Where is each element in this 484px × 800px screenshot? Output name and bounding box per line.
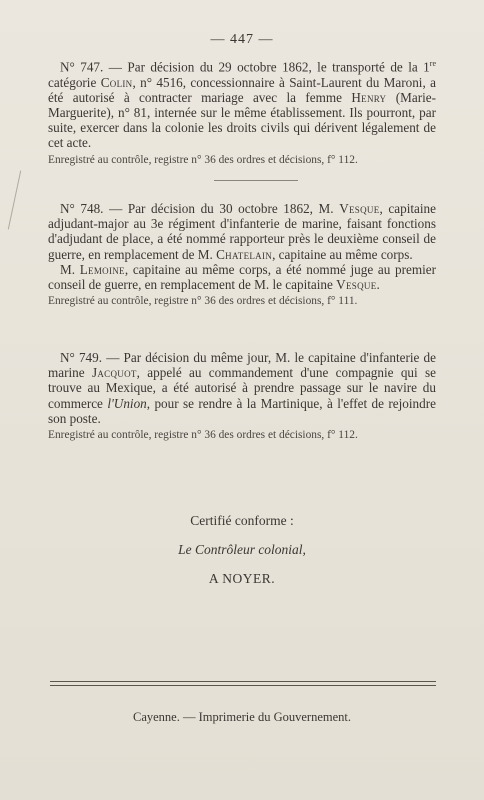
separator-rule bbox=[214, 180, 298, 181]
entry-747-registration: Enregistré au contrôle, registre n° 36 des ordres et décisions, f° 112. bbox=[48, 153, 358, 166]
name-vesque: Vesque bbox=[339, 201, 380, 216]
bottom-double-rule bbox=[50, 681, 436, 686]
certification-line-1-wrap bbox=[0, 512, 484, 530]
name-henry: Henry bbox=[351, 89, 387, 105]
signatory-name: A NOYER. bbox=[208, 571, 276, 586]
page-number: — 447 — bbox=[210, 32, 274, 47]
margin-pencil-mark bbox=[8, 171, 21, 230]
entry-748-paragraph-1: N° 748. — Par décision du 30 octobre 1862, M. Vesque, capitaine adjudant-major au 3e régiment d'infanterie de marine, faisant fonctions d'adjudant de place, a été nommé rapporteur près le deuxième conseil de guerre, en remplacement de M. Chatelain, capitaine au même corps. bbox=[48, 201, 437, 262]
entry-748 bbox=[48, 201, 436, 308]
imprint-line: Cayenne. — Imprimerie du Gouvernement. bbox=[133, 710, 351, 724]
ship-name: l'Union bbox=[107, 395, 147, 411]
entry-748-registration: Enregistré au contrôle, registre n° 36 des ordres et décisions, f° 111. bbox=[48, 295, 358, 308]
name-lemoine: Lemoine bbox=[79, 261, 125, 277]
entry-749 bbox=[48, 350, 436, 442]
certification-line-3-wrap bbox=[0, 570, 484, 588]
entry-748-paragraph-2: M. Lemoine, capitaine au même corps, a été nommé juge au premier conseil de guerre, en remplacement de M. le capitaine Vesque. bbox=[48, 261, 436, 293]
name-vesque-2: Vesque bbox=[336, 277, 377, 293]
entry-747-paragraph: N° 747. — Par décision du 29 octobre 1862, le transporté de la 1re catégorie Colin, n° 4516, concessionnaire à Saint-Laurent du Maroni, a été autorisé à contracter mariage avec la femme Henry (Marie-Marguerite), n° 81, internée sur le même établissement. Ils pourront, par suite, exercer dans la colonie les droits civils qui dérivent légalement de cet acte. bbox=[48, 59, 436, 151]
certification-line-2: Le Contrôleur colonial, bbox=[178, 542, 306, 557]
entry-749-paragraph: N° 749. — Par décision du même jour, M. le capitaine d'infanterie de marine Jacquot, appelé au commandement d'une compagnie qui se trouve au Mexique, a été autorisé à prendre passage sur le navire du commerce l'Union, pour se rendre à la Martinique, à l'effet de rejoindre son poste. bbox=[48, 350, 436, 426]
certification-line-1: Certifié conforme : bbox=[190, 513, 294, 528]
entry-747 bbox=[48, 56, 436, 167]
entry-749-registration: Enregistré au contrôle, registre n° 36 des ordres et décisions, f° 112. bbox=[48, 429, 358, 442]
certification-line-2-wrap bbox=[0, 541, 484, 559]
name-colin: Colin bbox=[100, 74, 133, 90]
name-jacquot: Jacquot bbox=[91, 365, 137, 381]
name-chatelain: Chatelain bbox=[216, 246, 273, 262]
